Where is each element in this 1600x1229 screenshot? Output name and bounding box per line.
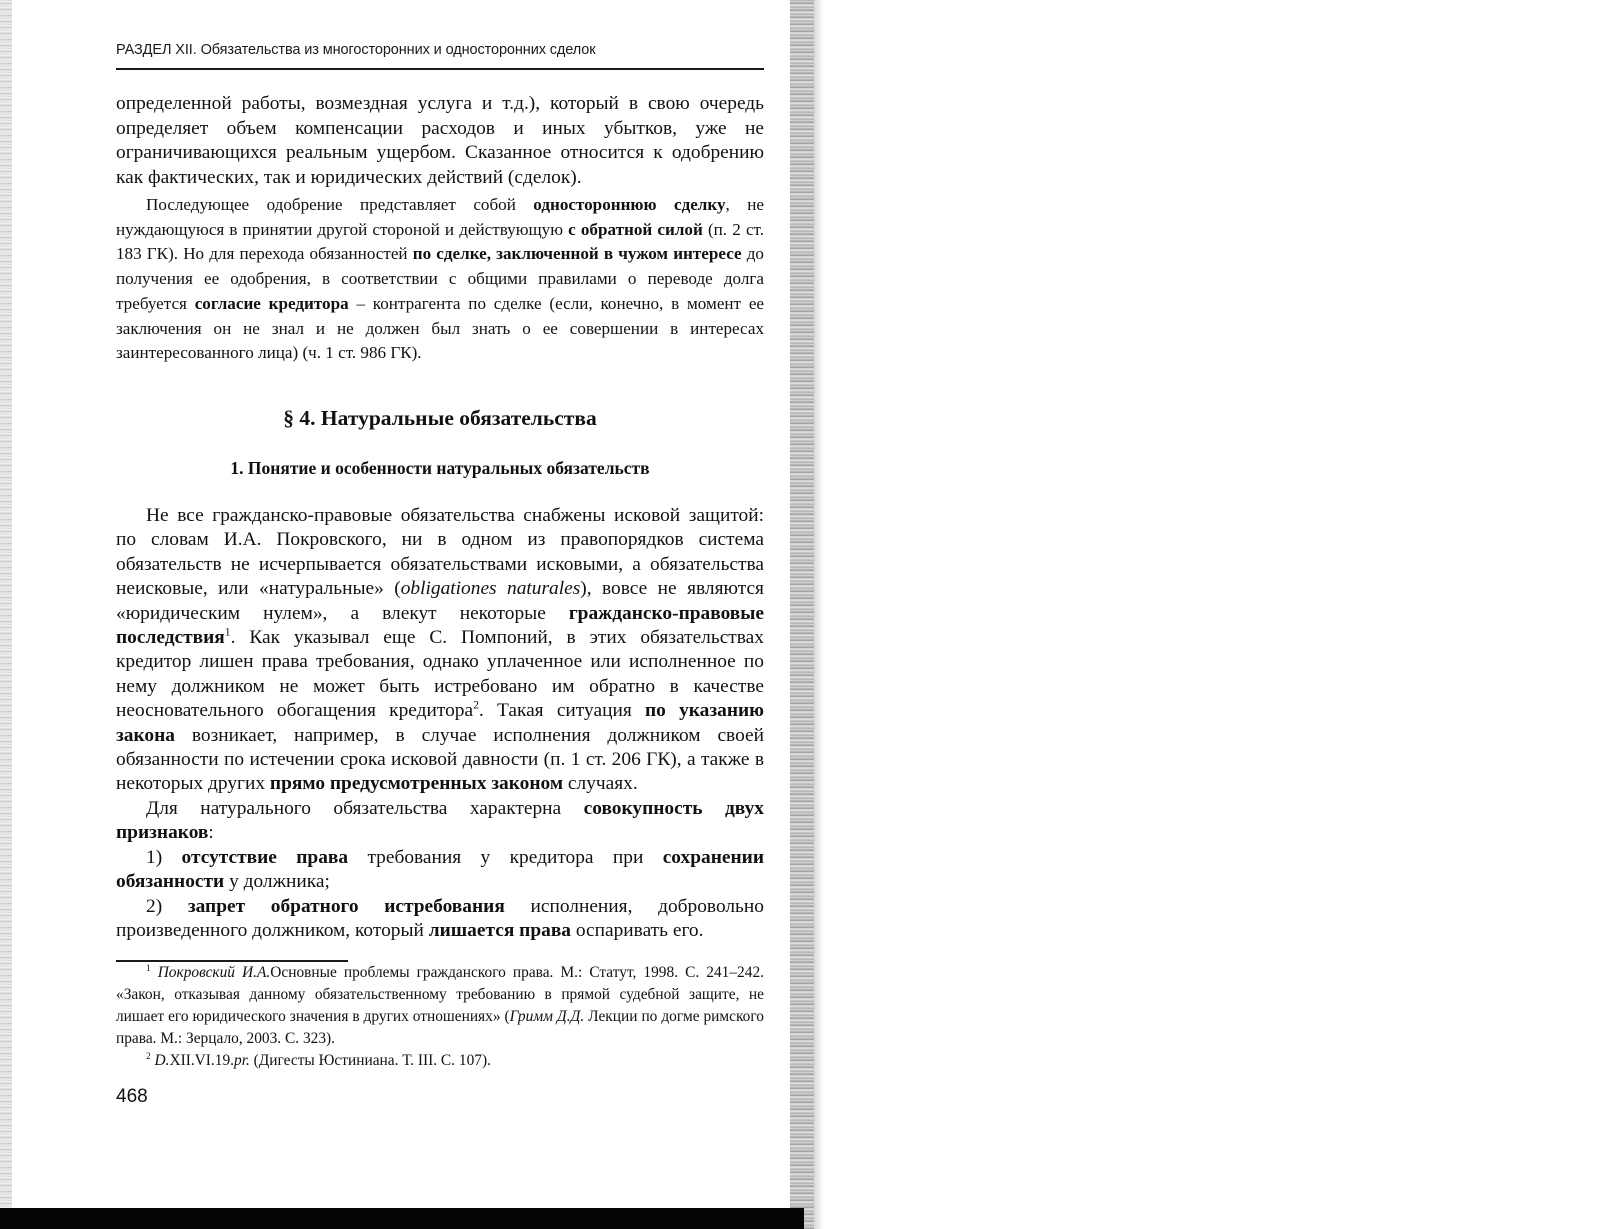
section-title: § 4. Натуральные обязательства [283,406,597,430]
text-run: Последующее одобрение представляет собой [146,195,534,214]
text-run: XII.VI.19. [169,1052,234,1070]
bold-term: отсутствие права [181,846,349,868]
bold-term: согласие кредитора [194,293,349,313]
footnotes [116,962,764,1072]
bold-term: сохранении обязанности [116,846,764,893]
bold-term: прямо предусмотренных законом [269,773,564,795]
scan-binding-shadow [814,0,824,1229]
text-block-continuation [116,92,764,190]
bold-term: гражданско-правовые последствия [116,602,764,649]
paragraph [116,504,764,797]
text-block-natural-obligations [116,504,764,943]
text-run: Не все гражданско-правовые обязательства снабжены исковой защитой: по словам И.А. Покровского, ни в одном из правопорядков система обязательств не исчерпывается обязательствами исковыми, а обязательства неисковые, или «натуральные» ( [116,505,764,600]
text-run: – контрагента по сделке (если, конечно, в момент ее заключения он не знал и не должен был знать о ее совершении в интересах заинтересованного лица) (ч. 1 ст. 986 ГК). [116,293,764,363]
source-abbrev: D. [154,1052,170,1070]
footnote-1 [116,962,764,1050]
text-run: случаях. [563,773,638,795]
author-name: Гримм Д.Д. [509,1008,585,1026]
author-name: Покровский И.А. [157,964,271,981]
text-run: , не нуждающуюся в принятии другой стороной и действующую [116,195,764,239]
paragraph [116,193,764,366]
list-number: 2) [146,895,188,917]
running-head: РАЗДЕЛ XII. Обязательства из многосторонних и односторонних сделок [116,42,596,58]
text-run: требования у кредитора при [348,846,663,868]
footnote-ref[interactable]: 2 [473,698,479,712]
text-run: до получения ее одобрения, в соответствии с общими правилами о переводе долга требуется [116,244,764,313]
paragraph: определенной работы, возмездная услуга и т.д.), который в свою очередь определяет объем компенсации расходов и иных убытков, уже не ограничивающихся реальным ущербом. Сказанное относится к одобрению как фактических, так и юридических действий (сделок). [116,93,764,188]
subsection-title: 1. Понятие и особенности натуральных обязательств [230,458,650,478]
text-run: Для натурального обязательства характерна [146,797,584,819]
text-run: исполнения, добровольно произведенного должником, который [116,895,764,941]
footnote-2 [116,1050,764,1072]
footnote-mark: 2 [146,1051,151,1062]
text-run: : [208,822,214,844]
italic-term: obligationes naturales [400,578,581,600]
text-run: . Такая ситуация [478,700,645,722]
scan-left-edge [0,0,12,1229]
scan-binding-edge [790,0,814,1229]
bold-term: совокупность двух признаков [116,797,764,844]
bold-term: одностороннюю сделку [533,195,726,214]
text-run: Основные проблемы гражданского права. М.: Статут, 1998. С. 241–242. «Закон, отказывая данному обязательственному требованию в прямой судебной защите, не лишает его юридического значения в других отношениях» ( [116,964,764,1026]
bold-term: по указанию закона [116,700,764,746]
text-run: Лекции по догме римского права. М.: Зерцало, 2003. С. 323). [116,1008,764,1048]
footnote-mark: 1 [146,962,151,973]
page-number: 468 [116,1086,148,1107]
header-rule [116,68,764,70]
list-item [116,846,764,895]
text-run: ), вовсе не являются «юридическим нулем», а влекут некоторые [116,578,764,624]
bold-term: по сделке, заключенной в чужом интересе [412,244,742,264]
text-run: у должника; [224,871,330,893]
bold-term: с обратной силой [568,219,703,239]
text-run: возникает, например, в случае исполнения должником своей обязанности по истечении срока исковой давности (п. 1 ст. 206 ГК), а также в некоторых других [116,724,764,795]
text-block-approval [116,193,764,366]
text-run: (п. 2 ст. 183 ГК). Но для перехода обязанностей [116,219,764,264]
footnote-ref[interactable]: 1 [224,625,231,639]
bold-term: запрет обратного истребования [187,895,505,917]
text-run: оспаривать его. [570,919,704,941]
list-number: 1) [146,846,182,868]
source-abbrev: pr. [234,1052,250,1070]
paragraph [116,797,764,846]
text-run: . Как указывал еще С. Помпоний, в этих обязательствах кредитор лишен права требования, однако уплаченное или исполненное по нему должником не может быть истребовано им обратно в качестве неосновательного обогащения кредитора [116,627,764,722]
bold-term: лишается права [428,919,571,941]
text-run: (Дигесты Юстиниана. Т. III. С. 107). [249,1052,491,1070]
list-item [116,895,764,944]
scan-bottom-border [0,1208,804,1229]
